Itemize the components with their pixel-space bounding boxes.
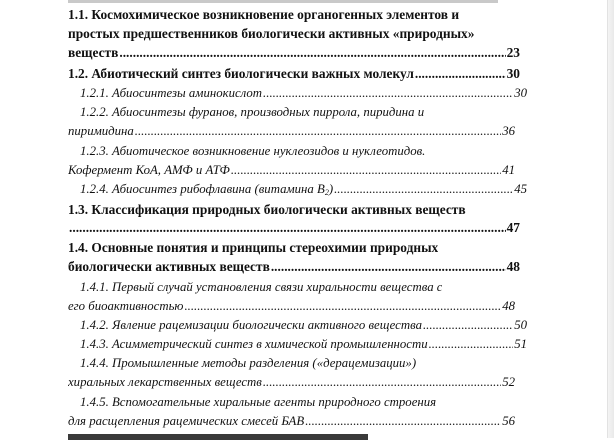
page-number: 56 (502, 414, 515, 428)
page-number: 41 (502, 163, 515, 177)
page-number: 48 (502, 299, 515, 313)
title-text-closing: ) (328, 182, 334, 196)
toc-entry-title: 1.2.1. Абиосинтезы аминокислот (80, 86, 263, 100)
toc-entry-line: 1.4. Основные понятия и принципы стереохимии природных (68, 240, 439, 255)
title-text: 1.2.4. Абиосинтез рибофлавина (витамина В (80, 182, 325, 196)
toc-entry-leader-line (68, 122, 515, 140)
toc-entry-line: 1.4.1. Первый случай установления связи хиральности вещества с (80, 280, 443, 294)
toc-entry-leader-line (80, 84, 527, 102)
toc-entry-title: веществ (68, 45, 119, 60)
toc-entry-leader-line (68, 44, 520, 62)
toc-entry-title: для расщепления рацемических смесей БАВ (68, 414, 305, 428)
dot-leader (135, 122, 501, 140)
toc-entry-leader-line (68, 258, 520, 276)
dot-leader (423, 316, 513, 334)
cropped-text-fragment (68, 430, 368, 441)
dot-leader (119, 44, 505, 62)
toc-entry-line: 1.2.2. Абиосинтезы фуранов, производных пиррола, пиридина и (80, 105, 425, 119)
toc-entry-line: 1.4.5. Вспомогательные хиральные агенты природного строения (80, 395, 437, 409)
toc-entry-leader-line (68, 219, 520, 237)
toc-entry-title: пиримидина (68, 124, 134, 138)
toc-entry-title: 1.4.3. Асимметрический синтез в химической промышленности (80, 337, 428, 351)
page-number: 48 (506, 259, 520, 274)
cropped-next-line (68, 429, 368, 441)
page-number: 50 (514, 318, 527, 332)
toc-entry-title: биологически активных веществ (68, 259, 270, 274)
page-number: 36 (502, 124, 515, 138)
page-number: 51 (514, 337, 527, 351)
dot-leader (429, 335, 514, 353)
page-number: 30 (514, 86, 527, 100)
toc-entry-leader-line (80, 335, 527, 353)
toc-entry-title: 1.4.2. Явление рацемизации биологически активного вещества (80, 318, 422, 332)
page-edge (607, 0, 614, 438)
toc-entry-leader-line (68, 65, 520, 83)
toc-entry-title: хиральных лекарственных веществ (68, 375, 262, 389)
subscript: 2 (324, 188, 329, 197)
toc-entry-leader-line (68, 412, 515, 430)
dot-leader (263, 373, 501, 391)
toc-entry-leader-line (68, 297, 515, 315)
page-number: 45 (514, 182, 527, 196)
toc-entry-title (80, 180, 333, 198)
page-number: 23 (506, 45, 520, 60)
dot-leader (334, 180, 513, 198)
page-number: 47 (506, 220, 520, 235)
toc-entry-title: его биоактивностью (68, 299, 184, 313)
toc-entry-line: 1.3. Классификация природных биологически активных веществ (68, 202, 466, 217)
dot-leader (231, 161, 501, 179)
dot-leader (305, 412, 501, 430)
toc-entry-line: простых предшественников биологически активных «природных» (68, 26, 475, 41)
toc-entry-title: 1.2. Абиотический синтез биологически важных молекул (68, 66, 414, 81)
toc-entry-line: 1.2.3. Абиотическое возникновение нуклеозидов и нуклеотидов. (80, 144, 426, 158)
toc-entry-line: 1.4.4. Промышленные методы разделения («дерацемизации») (80, 356, 417, 370)
toc-entry-leader-line (68, 373, 515, 391)
dot-leader (263, 84, 513, 102)
cropped-text-fragment (68, 0, 498, 3)
dot-leader (271, 258, 506, 276)
page-number: 52 (502, 375, 515, 389)
toc-entry-line: 1.1. Космохимическое возникновение органогенных элементов и (68, 7, 460, 22)
dot-leader (415, 65, 506, 83)
toc-entry-leader-line (80, 180, 527, 198)
dot-leader (69, 219, 506, 237)
toc-entry-leader-line (80, 316, 527, 334)
dot-leader (184, 297, 501, 315)
cropped-previous-line (68, 0, 498, 3)
page-number: 30 (506, 66, 520, 81)
toc-entry-title: Кофермент КоА, АМФ и АТФ (68, 163, 230, 177)
toc-entry-leader-line (68, 161, 515, 179)
